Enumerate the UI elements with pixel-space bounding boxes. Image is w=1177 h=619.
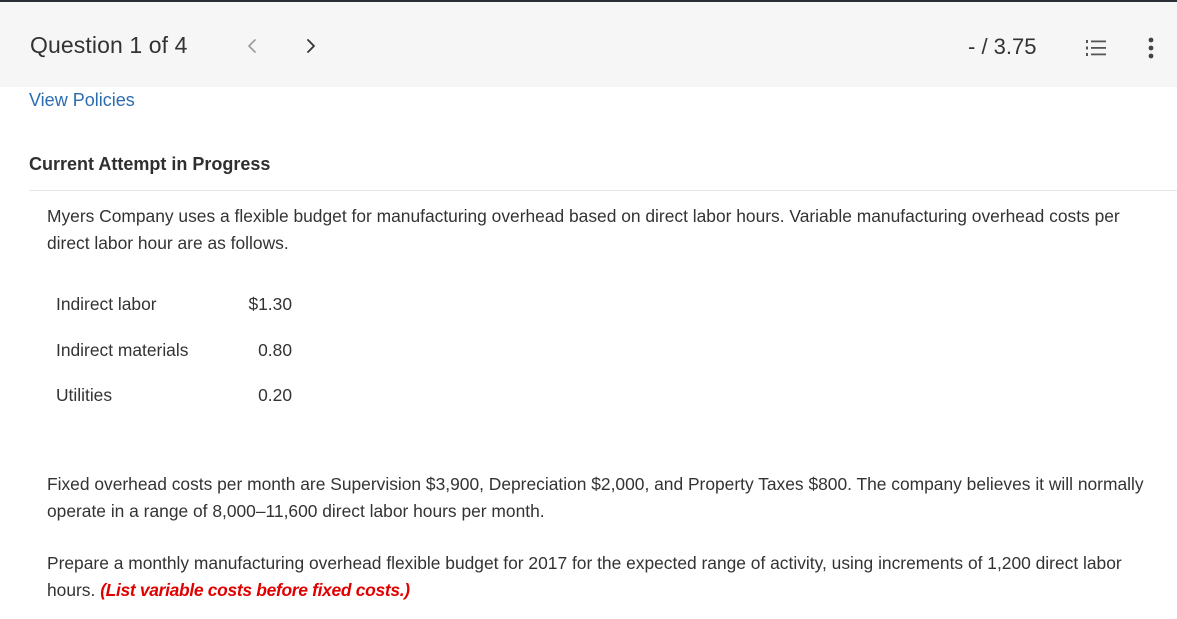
instruction-note: (List variable costs before fixed costs.)	[100, 580, 410, 600]
instruction-body: Prepare a monthly manufacturing overhead flexible budget for 2017 for the expected range of activity, using increments of 1,200 direct labor hours.	[47, 553, 1122, 600]
question-header	[0, 2, 1177, 87]
score-display: - / 3.75	[968, 34, 1037, 59]
chevron-right-icon	[304, 32, 318, 60]
chevron-left-icon	[245, 32, 259, 60]
question-list-button[interactable]	[1083, 35, 1109, 61]
section-divider	[29, 190, 1177, 191]
next-question-button[interactable]	[304, 32, 326, 60]
previous-question-button[interactable]	[245, 32, 267, 60]
more-options-button[interactable]	[1145, 35, 1157, 63]
instruction-text	[47, 550, 1157, 604]
vertical-ellipsis-icon	[1145, 35, 1157, 63]
fixed-costs-text: Fixed overhead costs per month are Supervision $3,900, Depreciation $2,000, and Property Taxes $800. The company believes it will normally operate in a range of 8,000–11,600 direct labor hours per month.	[47, 474, 1144, 521]
cost-value: 0.80	[258, 340, 292, 360]
view-policies-link[interactable]: View Policies	[29, 90, 135, 110]
problem-intro: Myers Company uses a flexible budget for manufacturing overhead based on direct labor hours. Variable manufacturing overhead costs per direct labor hour are as follows.	[47, 206, 1120, 253]
cost-label: Indirect materials	[56, 340, 189, 360]
question-counter: Question 1 of 4	[30, 32, 188, 58]
cost-value: 0.20	[258, 385, 292, 405]
cost-value: $1.30	[248, 294, 292, 314]
attempt-status: Current Attempt in Progress	[29, 154, 271, 174]
cost-label: Indirect labor	[56, 294, 157, 314]
cost-label: Utilities	[56, 385, 113, 405]
numbered-list-icon	[1083, 35, 1109, 61]
